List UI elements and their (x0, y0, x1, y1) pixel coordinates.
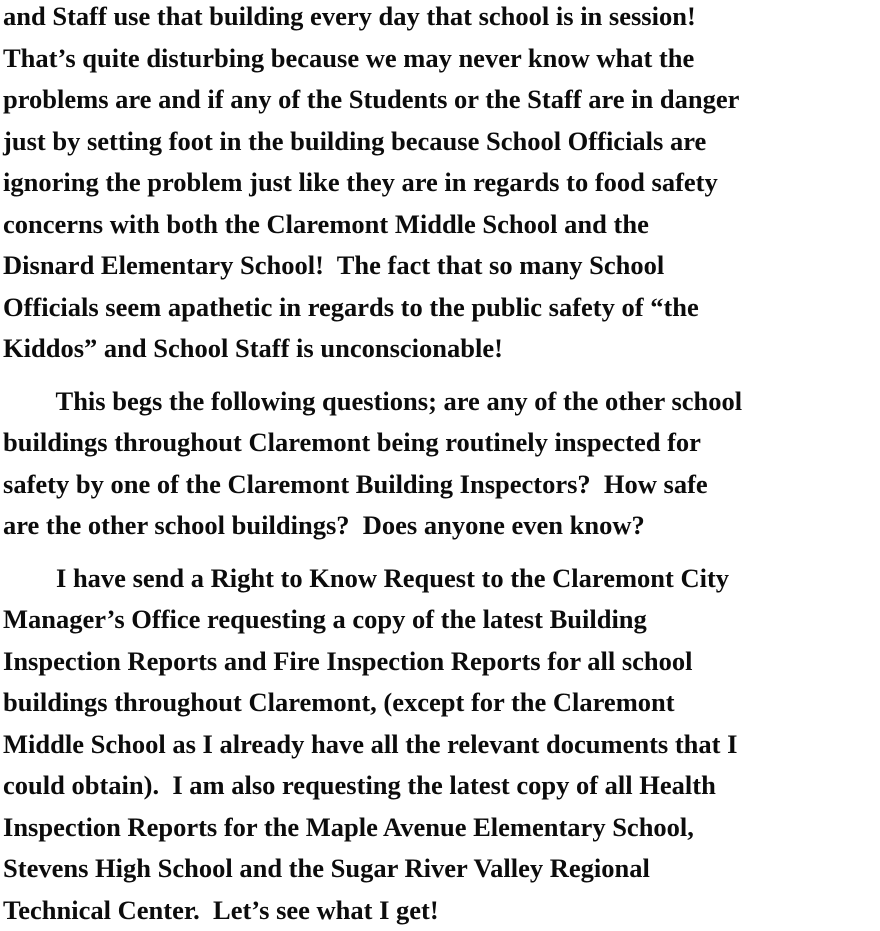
text-line: buildings throughout Claremont being routinely inspected for (3, 427, 701, 457)
text-line: buildings throughout Claremont, (except for the Claremont (3, 687, 675, 717)
text-line: Kiddos” and School Staff is unconscionable! (3, 333, 503, 363)
paragraph-spacer (3, 370, 878, 381)
text-line: and Staff use that building every day that school is in session! (3, 1, 696, 31)
text-line: Technical Center. Let’s see what I get! (3, 894, 439, 925)
text-line: could obtain). I am also requesting the latest copy of all Health (3, 770, 716, 800)
text-line: just by setting foot in the building because School Officials are (3, 125, 707, 156)
paragraph-2 (3, 381, 878, 547)
paragraph-3 (3, 558, 878, 931)
text-line: Disnard Elementary School! The fact that so many School (3, 250, 665, 280)
document-body (3, 0, 878, 931)
text-line: problems are and if any of the Students or the Staff are in danger (3, 84, 740, 114)
text-line: I have send a Right to Know Request to the Claremont City (3, 562, 730, 593)
text-line: concerns with both the Claremont Middle School and the (3, 208, 649, 239)
text-line: safety by one of the Claremont Building Inspectors? How safe (3, 468, 708, 499)
text-line: Manager’s Office requesting a copy of the latest Building (3, 604, 647, 634)
text-line: are the other school buildings? Does anyone even know? (3, 510, 645, 540)
paragraph-1 (3, 0, 878, 370)
text-line: Stevens High School and the Sugar River Valley Regional (3, 853, 650, 883)
text-line: This begs the following questions; are any of the other school (3, 385, 743, 416)
text-line: Inspection Reports for the Maple Avenue Elementary School, (3, 811, 694, 842)
paragraph-spacer (3, 547, 878, 558)
text-line: That’s quite disturbing because we may never know what the (3, 42, 695, 73)
text-line: ignoring the problem just like they are in regards to food safety (3, 167, 718, 197)
text-line: Middle School as I already have all the relevant documents that I (3, 728, 738, 759)
text-line: Officials seem apathetic in regards to the public safety of “the (3, 291, 699, 322)
text-line: Inspection Reports and Fire Inspection Reports for all school (3, 645, 693, 676)
